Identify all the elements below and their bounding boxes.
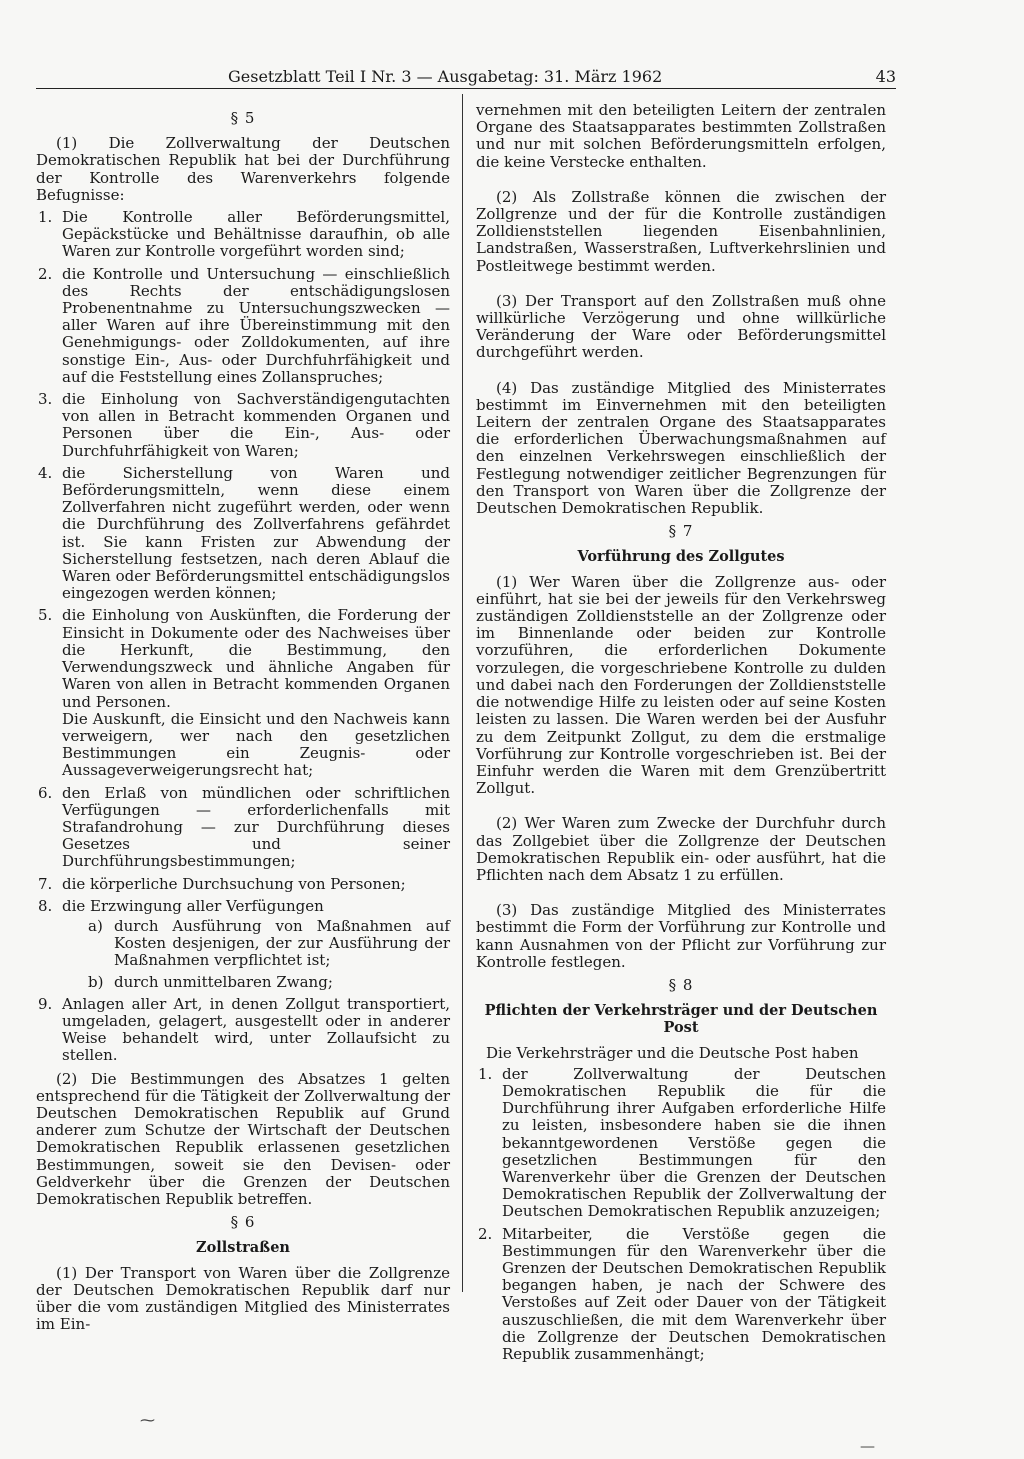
page-header: [36, 66, 896, 89]
item-text: die Erzwingung aller Verfügungen: [62, 896, 324, 915]
sub-item-text: durch unmittelbaren Zwang;: [114, 972, 333, 991]
item-number: 2.: [478, 1224, 493, 1243]
s7-paragraph-2: (2) Wer Waren zum Zwecke der Durchfuhr durch das Zollgebiet über die Zollgrenze der Deutschen Demokratischen Republik ein- oder ausführt, hat die Pflichten nach dem Absatz 1 zu erfüllen.: [476, 814, 886, 884]
s6-paragraph-1: (1) Der Transport von Waren über die Zollgrenze der Deutschen Demokratischen Republik darf nur über die vom zuständigen Mitglied des Ministerrates im Ein-: [36, 1263, 450, 1334]
s6-paragraph-4: (4) Das zuständige Mitglied des Ministerrates bestimmt im Einvernehmen mit den beteiligten Leitern der zentralen Organe des Staatsapparates die erforderlichen Überwachungsmaßnahmen auf den einzelnen Verkehrswegen einschließlich der Festlegung notwendiger zeitlicher Begrenzungen für den Transport von Waren über die Zollgrenze der Deutschen Demokratischen Republik.: [476, 378, 886, 518]
item-number: 9.: [38, 994, 53, 1013]
s5-paragraph-1: (1) Die Zollverwaltung der Deutschen Demokratischen Republik hat bei der Durchführung der Kontrolle des Warenverkehrs folgende Befugnisse:: [36, 134, 450, 204]
s7-paragraph-1: (1) Wer Waren über die Zollgrenze aus- oder einführt, hat sie bei der jeweils für den Verkehrsweg zuständigen Zolldienststelle an der Zollgrenze oder im Binnenlande oder beiden zur Kontrolle vorzuführen, die erforderlichen Dokumente vorzulegen, die vorgeschriebene Kontrolle zu dulden und dabei nach den Forderungen der Zolldienststelle die notwendige Hilfe zu leisten oder auf seine Kosten leisten zu lassen. Die Waren werden bei der Ausfuhr zu dem Zeitpunkt Zollgut, zu dem die erstmalige Vorführung zur Kontrolle vorgeschrieben ist. Bei der Einfuhr werden die Waren mit dem Grenzübertritt Zollgut.: [476, 572, 886, 798]
s7-paragraph-3: (3) Das zuständige Mitglied des Ministerrates bestimmt die Form der Vorführung zur Kontrolle und kann Ausnahmen von der Pflicht zur Vorführung zur Kontrolle festlegen.: [476, 901, 886, 971]
list-item: [36, 266, 450, 386]
section-title-8: Pflichten der Verkehrsträger und der Deutschen Post: [484, 1002, 878, 1037]
item-number: 1.: [38, 208, 53, 227]
item-number: 4.: [38, 463, 53, 482]
s6-paragraph-1-continued: vernehmen mit den beteiligten Leitern der zentralen Organe des Staatsapparates bestimmten Zollstraßen und nur mit solchen Beförderungsmitteln erfolgen, die keine Verstecke enthalten.: [476, 101, 886, 171]
item-text: die Kontrolle und Untersuchung — einschließlich des Rechts der entschädigungslosen Probenentnahme zu Untersuchungszwecken — aller Waren auf ihre Übereinstimmung mit den Genehmigungs- oder Zolldokumenten, auf ihre sonstige Ein-, Aus- oder Durchfuhrfähigkeit und auf die Feststellung eines Zollanspruches;: [62, 264, 450, 386]
item-number: 8.: [38, 896, 53, 915]
column-divider: [462, 94, 463, 1292]
page-number: 43: [875, 67, 896, 86]
section-title-7: Vorführung des Zollgutes: [577, 548, 785, 566]
left-column: [36, 104, 450, 1338]
item-text: der Zollverwaltung der Deutschen Demokratischen Republik die für die Durchführung ihrer Aufgaben erforderliche Hilfe zu leisten, insbesondere haben sie die ihnen bekanntgewordenen Verstöße gegen die gesetzlichen Bestimmungen für den Warenverkehr über die Grenzen der Deutschen Demokratischen Republik der Zollverwaltung der Deutschen Demokratischen Republik anzuzeigen;: [502, 1064, 886, 1221]
list-item: [36, 607, 450, 779]
section-heading-6: § 6: [230, 1213, 256, 1232]
item-number: 3.: [38, 390, 53, 409]
s6-paragraph-2: (2) Als Zollstraße können die zwischen der Zollgrenze und der für die Kontrolle zuständigen Zolldienststellen liegenden Eisenbahnlinien, Landstraßen, Wasserstraßen, Luftverkehrslinien und Postleitwege bestimmt werden.: [476, 187, 886, 275]
item-text: die Sicherstellung von Waren und Beförderungsmitteln, wenn diese einem Zollverfahren nicht zugeführt werden, oder wenn die Durchführung des Zollverfahrens gefährdet ist. Sie kann Fristen zur Abwendung der Sicherstellung festsetzen, nach deren Ablauf die Waren oder Beförderungsmittel entschädigungslos eingezogen werden können;: [62, 463, 450, 603]
header-title: Gesetzblatt Teil I Nr. 3 — Ausgabetag: 31. März 1962: [228, 67, 663, 86]
item-number: 6.: [38, 783, 53, 802]
item-text: Die Kontrolle aller Beförderungsmittel, Gepäckstücke und Behältnisse daraufhin, ob alle Waren zur Kontrolle vorgeführt worden sind;: [62, 208, 450, 261]
list-item: [36, 876, 450, 893]
section-heading-5: § 5: [230, 109, 256, 127]
s6-paragraph-3: (3) Der Transport auf den Zollstraßen muß ohne willkürliche Verzögerung und ohne willkürliche Veränderung der Ware oder Beförderungsmittel durchgeführt werden.: [476, 291, 886, 362]
item-text: Anlagen aller Art, in denen Zollgut transportiert, umgeladen, gelagert, ausgestellt oder in anderer Weise behandelt wird, unter Zollaufsicht zu stellen.: [62, 994, 450, 1065]
list-item: [36, 465, 450, 603]
sub-item: [88, 918, 450, 970]
item-text: die Einholung von Sachverständigengutachten von allen in Betracht kommenden Organen und Personen über die Ein-, Aus- oder Durchfuhrfähigkeit von Waren;: [62, 390, 450, 460]
section-heading-7: § 7: [668, 522, 694, 541]
item-5-continuation: Die Auskunft, die Einsicht und den Nachweis kann verweigern, wer nach den gesetzlichen Bestimmungen ein Zeugnis- oder Aussageverweigerungsrecht hat;: [62, 709, 450, 780]
list-item: [36, 996, 450, 1065]
section-heading-8: § 8: [668, 975, 694, 994]
list-item: [36, 391, 450, 460]
list-item: [36, 898, 450, 991]
item-text: den Erlaß von mündlichen oder schriftlichen Verfügungen — erforderlichenfalls mit Strafandrohung — zur Durchführung dieses Gesetzes und seiner Durchführungsbestimmungen;: [62, 783, 450, 871]
s5-list: [36, 209, 450, 1065]
list-item: [36, 209, 450, 261]
sub-item-text: durch Ausführung von Maßnahmen auf Kosten desjenigen, der zur Ausführung der Maßnahmen verpflichtet ist;: [114, 916, 450, 970]
right-column: [476, 102, 886, 1369]
item-text: Mitarbeiter, die Verstöße gegen die Bestimmungen für den Warenverkehr über die Grenzen der Deutschen Demokratischen Republik begangen haben, je nach der Schwere des Verstoßes auf Zeit oder Dauer von der Tätigkeit auszuschließen, die mit dem Warenverkehr über die Zollgrenze der Deutschen Demokratischen Republik zusammenhängt;: [502, 1224, 886, 1363]
item-number: 5.: [38, 606, 53, 625]
section-title-6: Zollstraßen: [196, 1239, 290, 1257]
item-number: 7.: [38, 874, 53, 893]
s8-list: [476, 1066, 886, 1363]
item-number: 2.: [38, 264, 53, 283]
sub-item: [88, 974, 450, 991]
scan-mark: ⁓: [140, 1411, 155, 1429]
list-item: [476, 1066, 886, 1221]
item-text: die körperliche Durchsuchung von Personen;: [62, 874, 406, 893]
list-item: [36, 785, 450, 871]
list-item: [476, 1226, 886, 1364]
item-text: die Einholung von Auskünften, die Forderung der Einsicht in Dokumente oder des Nachweises über die Herkunft, die Bestimmung, den Verwendungszweck und ähnliche Angaben für Waren von allen in Betracht kommenden Organen und Personen.: [62, 606, 450, 711]
item-number: 1.: [478, 1064, 493, 1083]
s8-lead: Die Verkehrsträger und die Deutsche Post haben: [486, 1043, 859, 1062]
s5-paragraph-2: (2) Die Bestimmungen des Absatzes 1 gelten entsprechend für die Tätigkeit der Zollverwaltung der Deutschen Demokratischen Republik auf Grund anderer zum Schutze der Wirtschaft der Deutschen Demokratischen Republik erlassenen gesetzlichen Bestimmungen, soweit sie den Devisen- oder Geldverkehr über die Grenzen der Deutschen Demokratischen Republik betreffen.: [36, 1069, 450, 1208]
sub-item-letter: a): [88, 916, 103, 935]
scan-dash: —: [860, 1437, 875, 1455]
sub-item-letter: b): [88, 972, 104, 991]
